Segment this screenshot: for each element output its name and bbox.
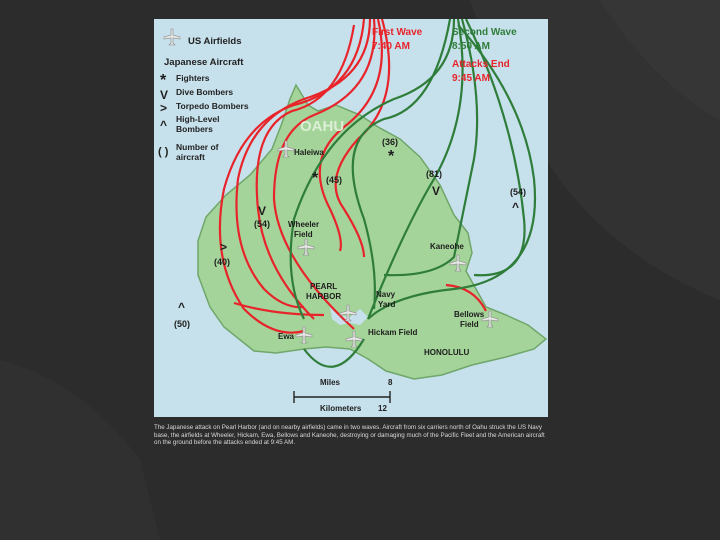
pearl-harbor-label-2: HARBOR bbox=[306, 292, 342, 301]
legend-number-1: Number of bbox=[176, 142, 219, 152]
count-54-east: (54) bbox=[510, 187, 527, 197]
legend-number-2: aircraft bbox=[176, 152, 205, 162]
honolulu-label: HONOLULU bbox=[424, 348, 470, 357]
navy-yard-label-1: Navy bbox=[376, 290, 396, 299]
high-level-bomber-symbol: ^ bbox=[512, 200, 520, 214]
first-wave-label: First Wave bbox=[372, 27, 423, 38]
scale-miles-label: Miles bbox=[320, 378, 341, 387]
haleiwa-label: Haleiwa bbox=[294, 148, 324, 157]
scale-miles-value: 8 bbox=[388, 378, 393, 387]
first-wave-time: 7:40 AM bbox=[372, 41, 410, 52]
fighter-symbol: * bbox=[388, 148, 395, 165]
legend-high-level-1: High-Level bbox=[176, 114, 220, 124]
airplane-icon bbox=[164, 29, 180, 45]
kaneohe-label: Kaneohe bbox=[430, 242, 464, 251]
scale-km-label: Kilometers bbox=[320, 404, 362, 413]
legend-dive-bombers: Dive Bombers bbox=[176, 87, 234, 97]
wheeler-label-2: Field bbox=[294, 230, 313, 239]
legend-fighters: Fighters bbox=[176, 73, 210, 83]
scale-bar bbox=[294, 378, 393, 413]
wheeler-label-1: Wheeler bbox=[288, 220, 320, 229]
torpedo-bomber-symbol: > bbox=[160, 101, 168, 115]
second-wave-time: 8:50 AM bbox=[452, 41, 490, 52]
navy-yard-label-2: Yard bbox=[378, 300, 396, 309]
legend-torpedo-bombers: Torpedo Bombers bbox=[176, 101, 249, 111]
legend-airfields: US Airfields bbox=[188, 36, 242, 47]
pearl-harbor-attack-map bbox=[154, 19, 548, 417]
dive-bomber-symbol: V bbox=[432, 184, 441, 198]
bellows-label-1: Bellows bbox=[454, 310, 485, 319]
number-symbol: ( ) bbox=[158, 146, 169, 158]
count-54-west: (54) bbox=[254, 219, 271, 229]
ewa-label: Ewa bbox=[278, 332, 295, 341]
attacks-end-time: 9:45 AM bbox=[452, 73, 490, 84]
island-name: OAHU bbox=[300, 118, 345, 135]
map-caption: The Japanese attack on Pearl Harbor (and on nearby airfields) came in two waves. Aircraft from six carriers north of Oahu struck the US Navy base, the airfields at Wheeler, Hickam, Ewa, Bellows and Kaneohe, destroying or damaging much of the Pacific Fleet and the American aircraft on the ground before the attacks ended at 9:45 AM. bbox=[154, 424, 545, 447]
bellows-label-2: Field bbox=[460, 320, 479, 329]
high-level-bomber-symbol: ^ bbox=[178, 300, 186, 314]
legend-aircraft-title: Japanese Aircraft bbox=[164, 57, 244, 68]
legend-high-level-2: Bombers bbox=[176, 124, 213, 134]
fighter-symbol: * bbox=[312, 170, 319, 187]
dive-bomber-symbol: V bbox=[160, 88, 169, 102]
count-36: (36) bbox=[382, 137, 399, 147]
fighter-symbol: * bbox=[160, 72, 167, 89]
pearl-harbor-label-1: PEARL bbox=[310, 282, 338, 291]
dive-bomber-symbol: V bbox=[258, 204, 267, 218]
high-level-bomber-symbol: ^ bbox=[160, 118, 168, 132]
scale-km-value: 12 bbox=[378, 404, 387, 413]
count-45: (45) bbox=[326, 175, 343, 185]
count-50: (50) bbox=[174, 319, 191, 329]
attacks-end-label: Attacks End bbox=[452, 59, 510, 70]
count-81: (81) bbox=[426, 169, 443, 179]
hickam-label: Hickam Field bbox=[368, 328, 418, 337]
second-wave-label: Second Wave bbox=[452, 27, 517, 38]
torpedo-bomber-symbol: > bbox=[220, 240, 228, 254]
count-40: (40) bbox=[214, 257, 231, 267]
